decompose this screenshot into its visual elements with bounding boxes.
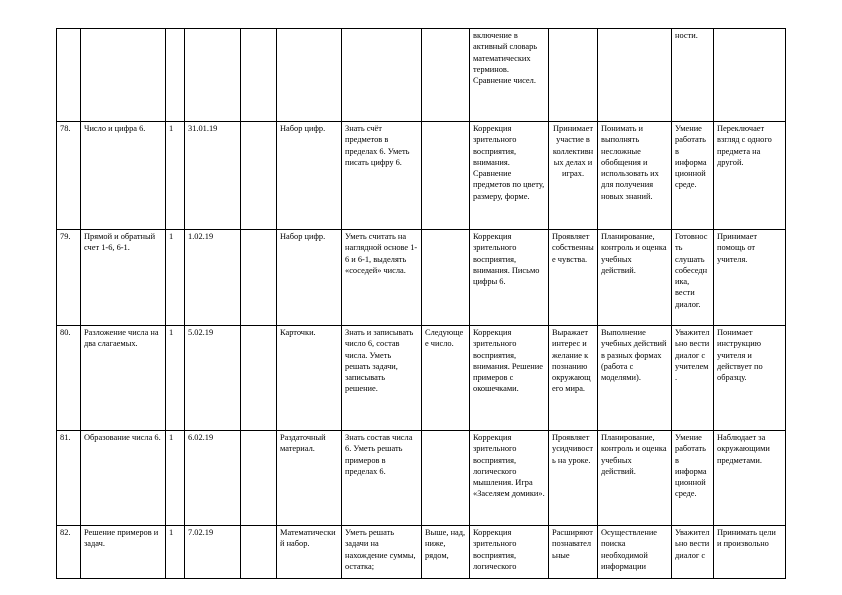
correction-cell-text: Коррекция зрительного восприятия, внимания. Письмо цифры 6. <box>473 232 540 287</box>
hours-count-text: 1 <box>169 433 174 442</box>
table-row <box>57 29 786 122</box>
knowledge-cell <box>342 431 422 526</box>
lesson-date <box>185 230 241 326</box>
lesson-topic <box>81 326 166 431</box>
communicative-ud-cell <box>672 526 714 579</box>
communicative-ud-cell-text: ности. <box>675 31 698 40</box>
cognitive-ud-cell-text: Переключает взгляд с одного предмета на другой. <box>717 124 772 167</box>
materials-cell-text: Набор цифр. <box>280 232 326 241</box>
lesson-topic <box>81 230 166 326</box>
hours-count <box>166 29 185 122</box>
knowledge-cell-text: Знать и записывать число 6, состав числа. Уметь решать задачи, записывать решение. <box>345 328 414 394</box>
table-row <box>57 526 786 579</box>
cognitive-ud-cell-text: Понимает инструкцию учителя и действует по образцу. <box>717 328 763 383</box>
lesson-topic-text: Число и цифра 6. <box>84 124 146 133</box>
materials-cell-text: Карточки. <box>280 328 316 337</box>
lesson-topic <box>81 29 166 122</box>
hours-count <box>166 230 185 326</box>
lesson-topic <box>81 526 166 579</box>
knowledge-cell <box>342 326 422 431</box>
cognitive-ud-cell <box>714 29 786 122</box>
cognitive-ud-cell <box>714 122 786 230</box>
vocabulary-cell <box>422 326 470 431</box>
personal-ud-cell-text: Проявляет собственные чувства. <box>552 232 594 264</box>
cognitive-ud-cell <box>714 431 786 526</box>
knowledge-cell-text: Знать состав числа 6. Уметь решать примеров в пределах 6. <box>345 433 413 476</box>
knowledge-cell-text: Знать счёт предметов в пределах 6. Уметь писать цифру 6. <box>345 124 410 167</box>
knowledge-cell-text: Уметь решать задачи на нахождение суммы, остатка; <box>345 528 416 571</box>
materials-cell <box>277 122 342 230</box>
row-number <box>57 526 81 579</box>
extra-cell <box>241 326 277 431</box>
row-number-text: 78. <box>60 124 71 133</box>
correction-cell-text: включение в активный словарь математических терминов. Сравнение чисел. <box>473 31 538 86</box>
regulatory-ud-cell <box>598 29 672 122</box>
regulatory-ud-cell <box>598 122 672 230</box>
personal-ud-cell <box>549 431 598 526</box>
correction-cell-text: Коррекция зрительного восприятия, логического <box>473 528 517 571</box>
materials-cell <box>277 326 342 431</box>
vocabulary-cell <box>422 122 470 230</box>
lesson-date-text: 5.02.19 <box>188 328 214 337</box>
row-number-text: 81. <box>60 433 71 442</box>
extra-cell <box>241 431 277 526</box>
lesson-date-text: 7.02.19 <box>188 528 214 537</box>
vocabulary-cell <box>422 526 470 579</box>
correction-cell-text: Коррекция зрительного восприятия, внимания. Сравнение предметов по цвету, размеру, форме. <box>473 124 545 201</box>
extra-cell <box>241 122 277 230</box>
correction-cell-text: Коррекция зрительного восприятия, внимания. Решение примеров с окошечками. <box>473 328 543 394</box>
materials-cell <box>277 29 342 122</box>
regulatory-ud-cell-text: Планирование, контроль и оценка учебных действий. <box>601 433 667 476</box>
regulatory-ud-cell-text: Осуществление поиска необходимой информации <box>601 528 658 571</box>
table-row <box>57 230 786 326</box>
hours-count <box>166 526 185 579</box>
lesson-topic <box>81 122 166 230</box>
regulatory-ud-cell-text: Планирование, контроль и оценка учебных действий. <box>601 232 667 275</box>
hours-count-text: 1 <box>169 232 174 241</box>
hours-count-text: 1 <box>169 124 174 133</box>
row-number <box>57 431 81 526</box>
knowledge-cell <box>342 526 422 579</box>
communicative-ud-cell-text: Уважительно вести диалог с учителем. <box>675 328 710 383</box>
lesson-topic <box>81 431 166 526</box>
regulatory-ud-cell <box>598 526 672 579</box>
communicative-ud-cell <box>672 326 714 431</box>
row-number <box>57 326 81 431</box>
personal-ud-cell <box>549 326 598 431</box>
extra-cell <box>241 230 277 326</box>
knowledge-cell <box>342 29 422 122</box>
cognitive-ud-cell <box>714 230 786 326</box>
personal-ud-cell <box>549 29 598 122</box>
lesson-date <box>185 29 241 122</box>
personal-ud-cell-text: Принимает участие в коллективных делах и играх. <box>552 124 594 179</box>
table-row <box>57 431 786 526</box>
personal-ud-cell <box>549 122 598 230</box>
materials-cell <box>277 230 342 326</box>
cognitive-ud-cell <box>714 326 786 431</box>
correction-cell <box>470 230 549 326</box>
materials-cell-text: Раздаточный материал. <box>280 433 326 454</box>
cognitive-ud-cell-text: Наблюдает за окружающими предметами. <box>717 433 770 465</box>
hours-count-text: 1 <box>169 328 174 337</box>
knowledge-cell-text: Уметь считать на наглядной основе 1-6 и 6-1, выделять «соседей» числа. <box>345 232 418 275</box>
materials-cell-text: Набор цифр. <box>280 124 326 133</box>
personal-ud-cell <box>549 230 598 326</box>
regulatory-ud-cell-text: Выполнение учебных действий в разных формах (работа с моделями). <box>601 328 667 383</box>
correction-cell <box>470 29 549 122</box>
row-number <box>57 29 81 122</box>
lesson-topic-text: Прямой и обратный счет 1-6, 6-1. <box>84 232 156 253</box>
hours-count <box>166 122 185 230</box>
personal-ud-cell <box>549 526 598 579</box>
personal-ud-cell-text: Проявляет усидчивость на уроке. <box>552 433 594 465</box>
knowledge-cell <box>342 230 422 326</box>
row-number-text: 80. <box>60 328 71 337</box>
communicative-ud-cell-text: Умение работать в информационной среде. <box>675 433 707 499</box>
regulatory-ud-cell <box>598 431 672 526</box>
lesson-date-text: 1.02.19 <box>188 232 214 241</box>
cognitive-ud-cell-text: Принимает помощь от учителя. <box>717 232 758 264</box>
regulatory-ud-cell <box>598 230 672 326</box>
correction-cell <box>470 431 549 526</box>
vocabulary-cell-text: Следующее число. <box>425 328 464 349</box>
correction-cell <box>470 326 549 431</box>
lesson-date-text: 31.01.19 <box>188 124 218 133</box>
hours-count <box>166 431 185 526</box>
regulatory-ud-cell-text: Понимать и выполнять несложные обобщения и использовать их для получения новых знаний. <box>601 124 659 201</box>
communicative-ud-cell-text: Готовность слушать собеседника, вести диалог. <box>675 232 708 309</box>
vocabulary-cell <box>422 29 470 122</box>
lesson-date <box>185 431 241 526</box>
communicative-ud-cell <box>672 29 714 122</box>
table-row <box>57 326 786 431</box>
materials-cell <box>277 431 342 526</box>
vocabulary-cell <box>422 230 470 326</box>
communicative-ud-cell <box>672 431 714 526</box>
communicative-ud-cell-text: Умение работать в информационной среде. <box>675 124 707 190</box>
communicative-ud-cell <box>672 230 714 326</box>
row-number <box>57 230 81 326</box>
lesson-topic-text: Разложение числа на два слагаемых. <box>84 328 159 349</box>
table-row <box>57 122 786 230</box>
extra-cell <box>241 526 277 579</box>
lesson-date <box>185 326 241 431</box>
correction-cell <box>470 526 549 579</box>
personal-ud-cell-text: Расширяют познавательные <box>552 528 593 560</box>
extra-cell <box>241 29 277 122</box>
correction-cell <box>470 122 549 230</box>
hours-count <box>166 326 185 431</box>
row-number <box>57 122 81 230</box>
lesson-date <box>185 526 241 579</box>
cognitive-ud-cell <box>714 526 786 579</box>
lesson-date <box>185 122 241 230</box>
communicative-ud-cell <box>672 122 714 230</box>
vocabulary-cell-text: Выше, над, ниже, рядом, <box>425 528 466 560</box>
row-number-text: 82. <box>60 528 71 537</box>
materials-cell-text: Математический набор. <box>280 528 336 549</box>
regulatory-ud-cell <box>598 326 672 431</box>
materials-cell <box>277 526 342 579</box>
personal-ud-cell-text: Выражает интерес и желание к познанию окружающего мира. <box>552 328 591 394</box>
cognitive-ud-cell-text: Принимать цели и произвольно <box>717 528 776 549</box>
knowledge-cell <box>342 122 422 230</box>
vocabulary-cell <box>422 431 470 526</box>
correction-cell-text: Коррекция зрительного восприятия, логического мышления. Игра «Заселяем домики». <box>473 433 545 499</box>
hours-count-text: 1 <box>169 528 174 537</box>
lesson-date-text: 6.02.19 <box>188 433 214 442</box>
lesson-topic-text: Образование числа 6. <box>84 433 161 442</box>
lesson-topic-text: Решение примеров и задач. <box>84 528 159 549</box>
lesson-plan-table <box>56 28 786 579</box>
communicative-ud-cell-text: Уважительно вести диалог с <box>675 528 710 560</box>
row-number-text: 79. <box>60 232 71 241</box>
